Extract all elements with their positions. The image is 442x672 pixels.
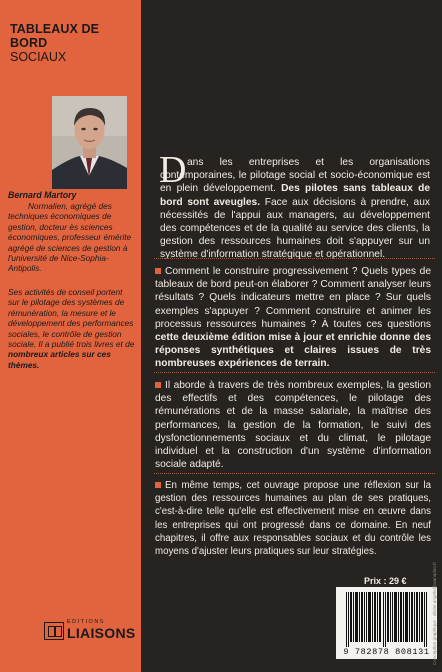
barcode-icon [346, 592, 428, 647]
design-credit: Conception graphique : olivier.angelo@wanadoo.fr [432, 562, 437, 665]
publisher-logo-icon [44, 622, 64, 640]
bullet-icon [155, 482, 161, 488]
intro-paragraph [160, 156, 430, 262]
reflection-paragraph [155, 479, 431, 558]
price-label: Prix : 29 € [364, 576, 407, 586]
questions-text: Comment le construire progressivement ? Quels types de tableaux de bord peut-on élaborer ? Comment analyser leurs résultats ? Quels indicateurs mettre en place ? Sur quels exemples s'appuyer ? Comment construire et animer les processus ressources humaines ? À toutes ces questions [155, 266, 431, 330]
book-title [10, 22, 138, 65]
reflection-text: En même temps, cet ouvrage propose une réflexion sur la gestion des ressources humaines au plan de ses pratiques, c'est-à-dire telle qu'elle est effectivement mise en œuvre dans les entreprises qui ont progressé dans ce domaine. En neuf chapitres, il offre aux responsables sociaux et du contrôle les moyens d'ajuster leurs pratiques sur leur stratégies. [155, 480, 431, 558]
topics-paragraph [155, 379, 431, 471]
author-photo [52, 96, 127, 189]
publisher-logo [44, 620, 136, 640]
intro-bold: Des pilotes sans tableaux de bord sont aveugles. [160, 183, 430, 208]
publisher-label: EDITIONS [67, 619, 105, 625]
author-activity-text: Ses activités de conseil portent sur le pilotage des systèmes de rémunération, la mesure et le développement des performances sociales, le contrôle de gestion sociale. Il a publié trois livres et de [8, 287, 135, 350]
author-activity [8, 287, 136, 370]
author-bio-text: Normalien, agrégé des techniques économiques de gestion, docteur ès sciences économiques, professeur émérite agrégé de sciences de gestion à l'université de Nice-Sophia-Antipolis. [8, 201, 132, 274]
isbn-number: 9 782878 808131 [343, 647, 430, 657]
author-name: Bernard Martory [8, 190, 77, 200]
divider [154, 473, 435, 474]
drop-cap: D [159, 149, 187, 191]
intro-rest: Face aux décisions à prendre, aux nécessités de l'appui aux managers, au développement des compétences et de la qualité au service des clients, la gestion des ressources humaines doit s'appuyer sur un système d'information stratégique et opérationnel. [160, 196, 430, 261]
divider [154, 258, 435, 259]
bullet-icon [155, 382, 161, 388]
questions-bold: cette deuxième édition mise à jour et enrichie donne des réponses synthétiques et claires issues de très nombreuses expériences de terrain. [155, 332, 431, 370]
title-main: TABLEAUX DE BORD [10, 22, 100, 50]
bullet-icon [155, 268, 161, 274]
title-sub: SOCIAUX [10, 50, 67, 64]
questions-paragraph [155, 265, 431, 371]
barcode [336, 587, 437, 659]
topics-text: Il aborde à travers de très nombreux exemples, la gestion des effectifs et des compétences, le pilotage des rémunérations et de la masse salariale, la maîtrise des performances, la gestion de la formation, le suivi des dysfonctionnements sociaux et du climat, le pilotage individuel et la construction d'un système d'information sociale adapté. [155, 380, 431, 471]
author-bio [8, 201, 136, 274]
intro-lead: ans les entreprises et les organisations contemporaines, le pilotage social et socio-économique est en plein développement. [160, 157, 430, 195]
publisher-name: LIAISONS [67, 624, 136, 641]
divider [154, 372, 435, 373]
author-activity-bold: nombreux articles sur ces thèmes. [8, 349, 111, 370]
